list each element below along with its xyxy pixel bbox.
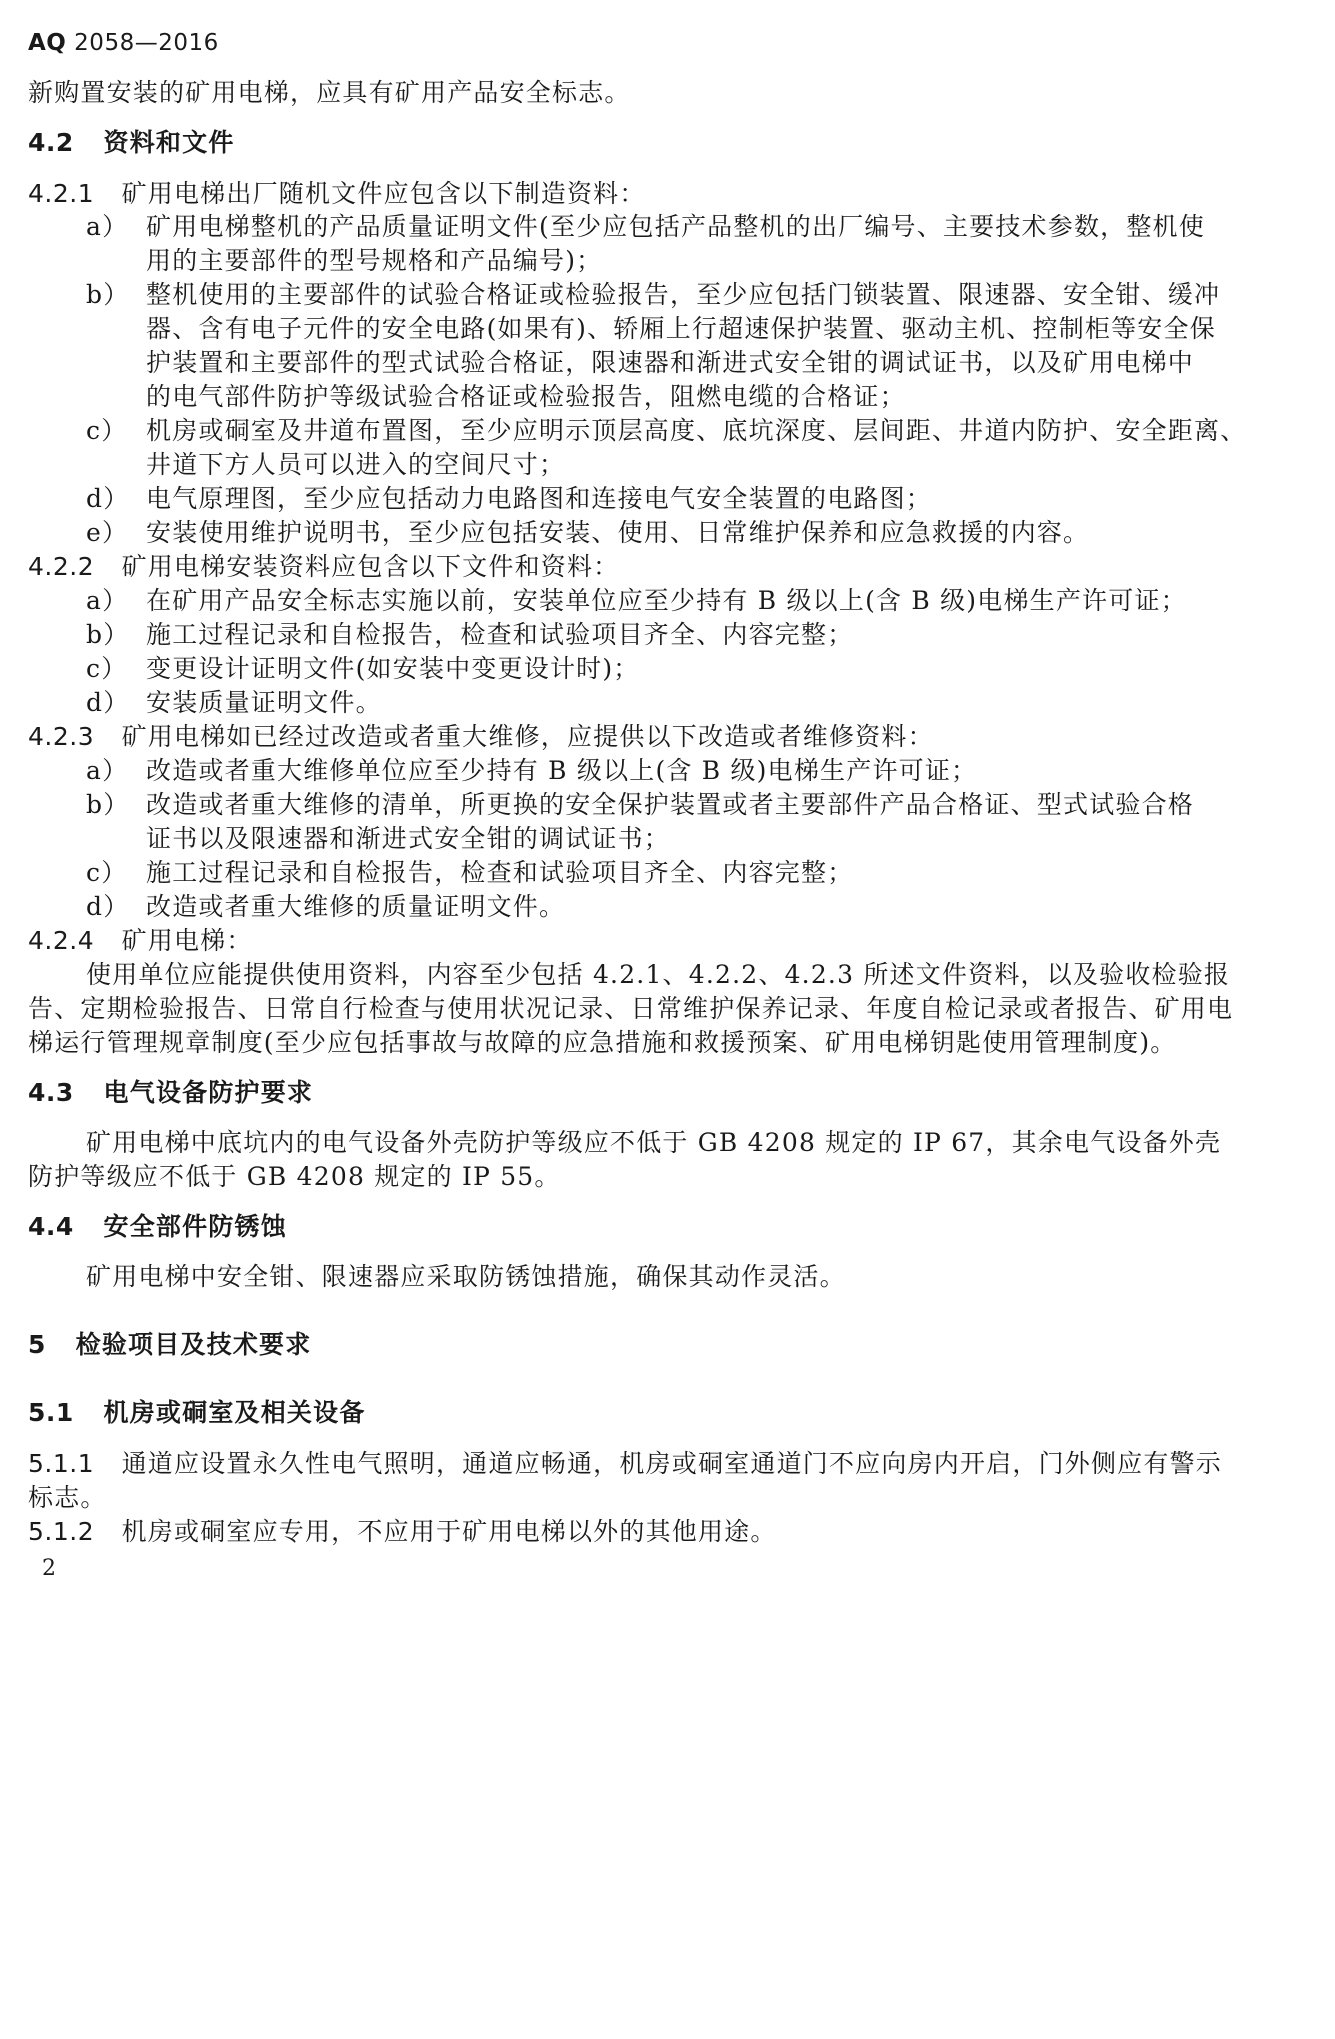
list-label: d） <box>86 484 130 513</box>
list-item-text: 变更设计证明文件(如安装中变更设计时)； <box>146 654 640 683</box>
list-item-text: 护装置和主要部件的型式试验合格证，限速器和渐进式安全钳的调试证书，以及矿用电梯中 <box>146 348 1195 377</box>
clause-4-2-4: 4.2.4 矿用电梯： <box>28 926 253 955</box>
clause-4-2-1: 4.2.1 矿用电梯出厂随机文件应包含以下制造资料： <box>28 179 646 208</box>
section-heading-5: 5 检验项目及技术要求 <box>28 1330 312 1359</box>
list-label: d） <box>86 892 130 921</box>
list-item-text: 施工过程记录和自检报告，检查和试验项目齐全、内容完整； <box>146 620 854 649</box>
clause-5-1-1: 5.1.1 通道应设置永久性电气照明，通道应畅通，机房或硐室通道门不应向房内开启，门外侧应有警示 <box>28 1449 1222 1478</box>
section-heading-5-1: 5.1 机房或硐室及相关设备 <box>28 1398 366 1427</box>
list-label: a） <box>86 586 129 615</box>
list-label: b） <box>86 620 130 649</box>
list-item-text: 电气原理图，至少应包括动力电路图和连接电气安全装置的电路图； <box>146 484 933 513</box>
list-label: a） <box>86 212 129 241</box>
clause-4-2-2: 4.2.2 矿用电梯安装资料应包含以下文件和资料： <box>28 552 620 581</box>
list-label: d） <box>86 688 130 717</box>
list-item-text: 安装质量证明文件。 <box>146 688 382 717</box>
list-item-text: 用的主要部件的型号规格和产品编号)； <box>146 246 603 275</box>
list-item-text: 安装使用维护说明书，至少应包括安装、使用、日常维护保养和应急救援的内容。 <box>146 518 1090 547</box>
list-item-text: 机房或硐室及井道布置图，至少应明示顶层高度、底坑深度、层间距、井道内防护、安全距离、 <box>146 416 1247 445</box>
list-item-text: 整机使用的主要部件的试验合格证或检验报告，至少应包括门锁装置、限速器、安全钳、缓冲 <box>146 280 1221 309</box>
standard-id: AQ 2058—2016 <box>28 30 219 56</box>
page-number: 2 <box>42 1556 58 1581</box>
paragraph-line: 矿用电梯中底坑内的电气设备外壳防护等级应不低于 GB 4208 规定的 IP 67，其余电气设备外壳 <box>86 1128 1222 1157</box>
paragraph-line: 告、定期检验报告、日常自行检查与使用状况记录、日常维护保养记录、年度自检记录或者报告、矿用电 <box>28 994 1234 1023</box>
clause-5-1-2: 5.1.2 机房或硐室应专用，不应用于矿用电梯以外的其他用途。 <box>28 1517 777 1546</box>
list-item-text: 改造或者重大维修的清单，所更换的安全保护装置或者主要部件产品合格证、型式试验合格 <box>146 790 1195 819</box>
list-item-text: 在矿用产品安全标志实施以前，安装单位应至少持有 B 级以上(含 B 级)电梯生产许可证； <box>146 586 1187 615</box>
paragraph-line: 梯运行管理规章制度(至少应包括事故与故障的应急措施和救援预案、矿用电梯钥匙使用管理制度)。 <box>28 1028 1177 1057</box>
list-item-text: 器、含有电子元件的安全电路(如果有)、轿厢上行超速保护装置、驱动主机、控制柜等安全保 <box>146 314 1216 343</box>
list-label: c） <box>86 416 128 445</box>
list-item-text: 证书以及限速器和渐进式安全钳的调试证书； <box>146 824 671 853</box>
list-item-text: 改造或者重大维修的质量证明文件。 <box>146 892 566 921</box>
paragraph-line: 标志。 <box>28 1483 107 1512</box>
list-label: e） <box>86 518 129 547</box>
list-item-text: 矿用电梯整机的产品质量证明文件(至少应包括产品整机的出厂编号、主要技术参数，整机使 <box>146 212 1205 241</box>
list-item-text: 的电气部件防护等级试验合格证或检验报告，阻燃电缆的合格证； <box>146 382 906 411</box>
section-heading-4-4: 4.4 安全部件防锈蚀 <box>28 1212 287 1241</box>
paragraph-line: 矿用电梯中安全钳、限速器应采取防锈蚀措施，确保其动作灵活。 <box>86 1262 846 1291</box>
paragraph-line: 使用单位应能提供使用资料，内容至少包括 4.2.1、4.2.2、4.2.3 所述文件资料，以及验收检验报 <box>86 960 1231 989</box>
list-label: b） <box>86 280 130 309</box>
list-label: c） <box>86 858 128 887</box>
list-item-text: 改造或者重大维修单位应至少持有 B 级以上(含 B 级)电梯生产许可证； <box>146 756 978 785</box>
section-heading-4-2: 4.2 资料和文件 <box>28 128 235 157</box>
clause-4-2-3: 4.2.3 矿用电梯如已经过改造或者重大维修，应提供以下改造或者维修资料： <box>28 722 934 751</box>
list-label: c） <box>86 654 128 683</box>
intro-paragraph: 新购置安装的矿用电梯，应具有矿用产品安全标志。 <box>28 78 631 107</box>
section-heading-4-3: 4.3 电气设备防护要求 <box>28 1078 314 1107</box>
list-item-text: 施工过程记录和自检报告，检查和试验项目齐全、内容完整； <box>146 858 854 887</box>
list-label: b） <box>86 790 130 819</box>
list-item-text: 井道下方人员可以进入的空间尺寸； <box>146 450 566 479</box>
list-label: a） <box>86 756 129 785</box>
paragraph-line: 防护等级应不低于 GB 4208 规定的 IP 55。 <box>28 1162 561 1191</box>
